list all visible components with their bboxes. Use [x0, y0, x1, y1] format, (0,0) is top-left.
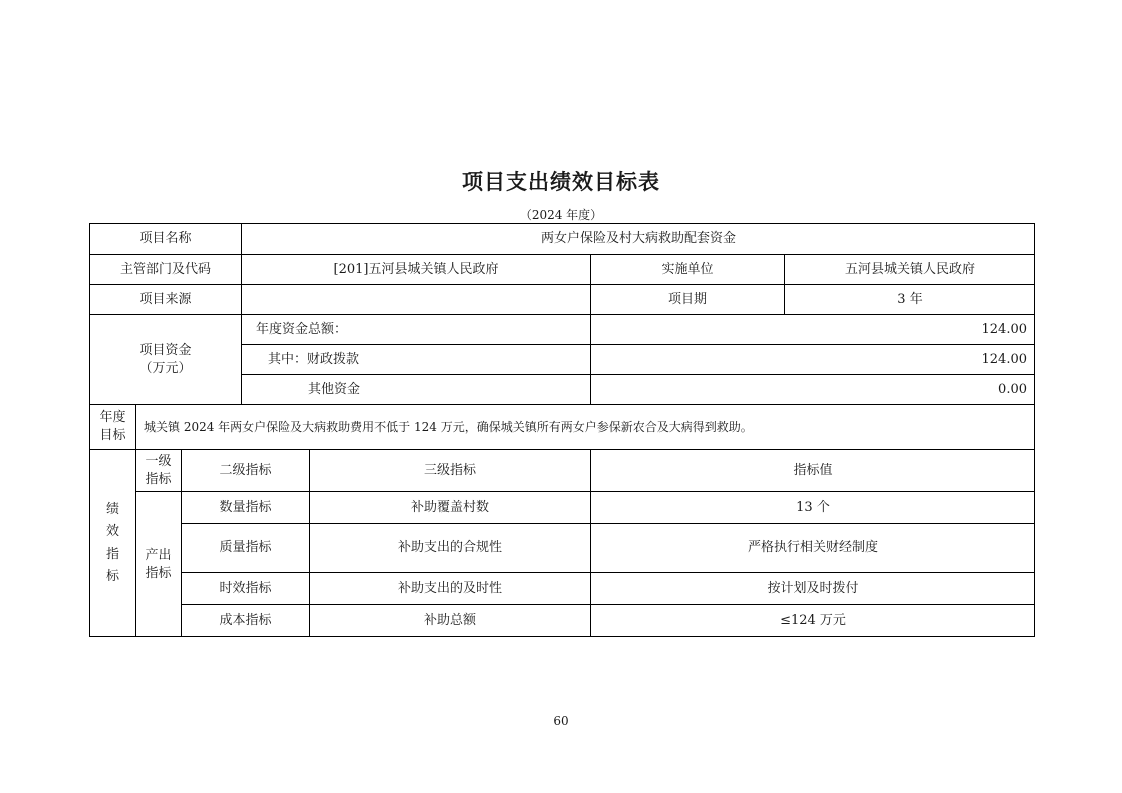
dept-code-label: 主管部门及代码 [89, 254, 241, 284]
project-source-label: 项目来源 [89, 284, 241, 314]
funds-unit-text: （万元） [139, 360, 192, 376]
other-funds-label: 其他资金 [241, 374, 590, 404]
level1-header-1: 一级 [145, 453, 172, 469]
table-bottom-border [89, 636, 1035, 637]
table-row-level2: 质量指标 [181, 523, 309, 572]
table-row-level2: 数量指标 [181, 491, 309, 523]
perf-char-1: 绩 [105, 502, 119, 518]
annual-goal-label [89, 404, 135, 449]
impl-unit-value: 五河县城关镇人民政府 [784, 254, 1035, 284]
annual-total-value: 124.00 [590, 314, 1035, 344]
annual-goal-text: 城关镇 2024 年两女户保险及大病救助费用不低于 124 万元，确保城关镇所有两女户参保新农合及大病得到救助。 [135, 404, 1035, 449]
project-funds-label [89, 314, 241, 404]
table-row-value: 13 个 [590, 491, 1035, 523]
project-source-value [241, 284, 590, 314]
table-row-value: 按计划及时拨付 [590, 572, 1035, 604]
output-label-2: 指标 [145, 565, 172, 581]
table-row-level2: 时效指标 [181, 572, 309, 604]
project-name-value: 两女户保险及村大病救助配套资金 [241, 223, 1035, 254]
annual-goal-label-2: 目标 [99, 428, 126, 443]
other-funds-value: 0.00 [590, 374, 1035, 404]
level3-header: 三级指标 [309, 449, 590, 491]
project-funds-text: 项目资金 [139, 342, 192, 358]
table-row-level2: 成本指标 [181, 604, 309, 637]
level1-header-2: 指标 [145, 471, 172, 487]
fiscal-label: 其中：财政拨款 [241, 344, 590, 374]
table-row-level3: 补助覆盖村数 [309, 491, 590, 523]
fiscal-value: 124.00 [590, 344, 1035, 374]
project-period-value: 3 年 [784, 284, 1035, 314]
table-right-border [1034, 223, 1035, 637]
dept-code-value: [201]五河县城关镇人民政府 [241, 254, 590, 284]
impl-unit-label: 实施单位 [590, 254, 784, 284]
output-indicator-label [135, 491, 181, 637]
table-row-level3: 补助支出的及时性 [309, 572, 590, 604]
project-name-label: 项目名称 [89, 223, 241, 254]
perf-char-2: 效 [105, 524, 119, 540]
perf-char-3: 指 [105, 546, 119, 562]
table-row-level3: 补助支出的合规性 [309, 523, 590, 572]
table-row-value: 严格执行相关财经制度 [590, 523, 1035, 572]
performance-table [89, 223, 1035, 637]
table-row-value: ≤124 万元 [590, 604, 1035, 637]
annual-goal-label-1: 年度 [99, 410, 126, 426]
value-header: 指标值 [590, 449, 1035, 491]
annual-total-label: 年度资金总额： [241, 314, 590, 344]
project-period-label: 项目期 [590, 284, 784, 314]
table-row-level3: 补助总额 [309, 604, 590, 637]
page-title: 项目支出绩效目标表 [462, 170, 660, 194]
page-number: 60 [553, 714, 569, 728]
level2-header: 二级指标 [181, 449, 309, 491]
year-note: （2024 年度） [519, 208, 603, 222]
perf-char-4: 标 [105, 568, 119, 584]
level1-header [135, 449, 181, 491]
perf-indicator-label [89, 449, 135, 637]
output-label-1: 产出 [145, 547, 172, 563]
